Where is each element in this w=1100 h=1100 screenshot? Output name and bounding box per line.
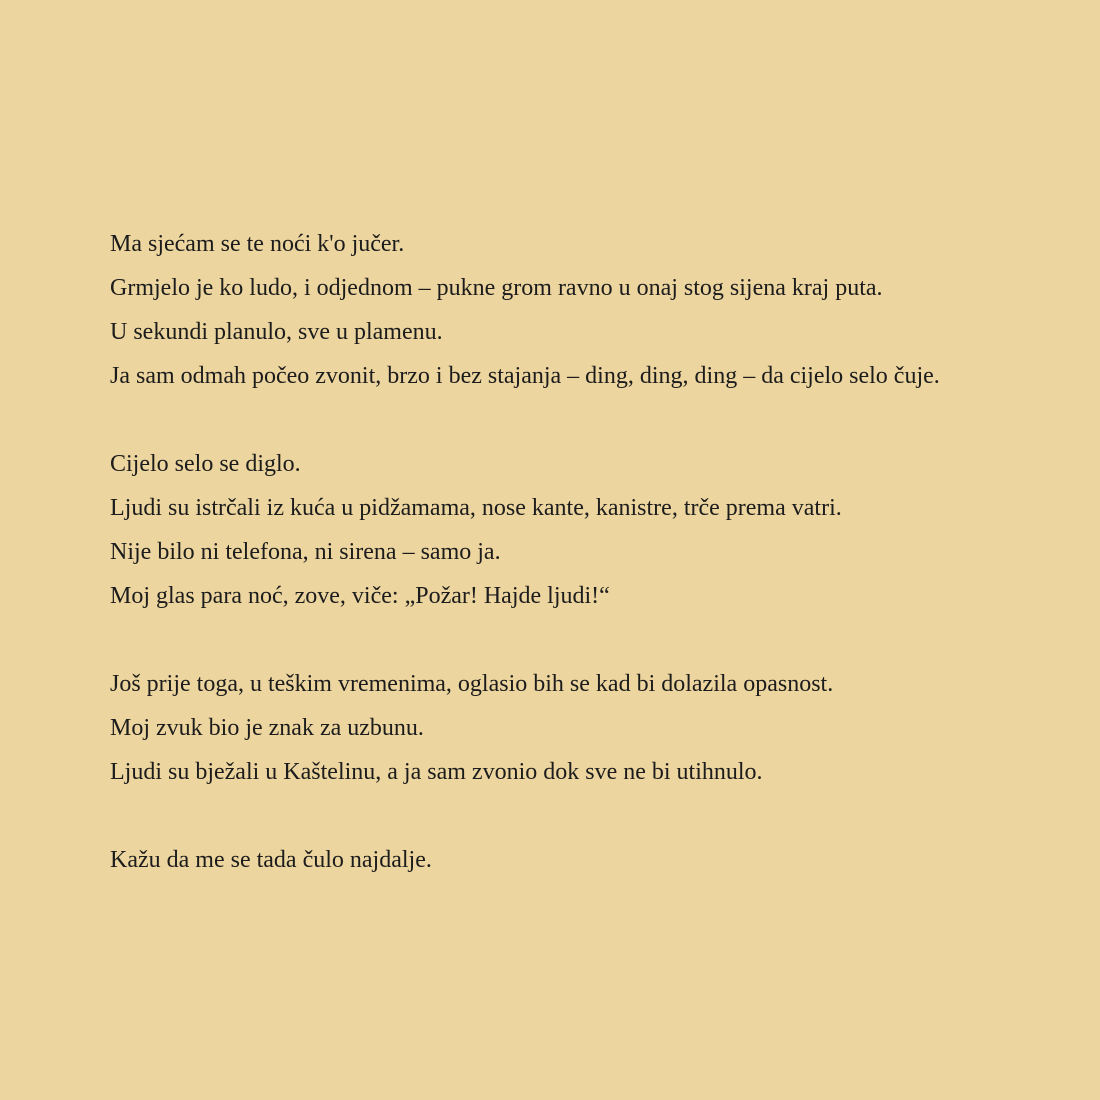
paragraph-line: Nije bilo ni telefona, ni sirena – samo ja.	[110, 539, 501, 565]
paragraph-line: Moj zvuk bio je znak za uzbunu.	[110, 715, 424, 741]
paragraph-line: Cijelo selo se diglo.	[110, 451, 301, 477]
paragraph-line: Kažu da me se tada čulo najdalje.	[110, 847, 432, 873]
paragraph-line: Grmjelo je ko ludo, i odjednom – pukne grom ravno u onaj stog sijena kraj puta.	[110, 275, 883, 301]
paragraph-line: Ma sjećam se te noći k'o jučer.	[110, 231, 405, 257]
paragraph-line: Ljudi su istrčali iz kuća u pidžamama, nose kante, kanistre, trče prema vatri.	[110, 495, 842, 521]
paragraph-line: Još prije toga, u teškim vremenima, oglasio bih se kad bi dolazila opasnost.	[110, 671, 834, 697]
paragraph-2	[110, 442, 1000, 618]
paragraph-line: Moj glas para noć, zove, viče: „Požar! Hajde ljudi!“	[110, 583, 610, 609]
paragraph-line: Ljudi su bježali u Kaštelinu, a ja sam zvonio dok sve ne bi utihnulo.	[110, 759, 763, 785]
paragraph-4	[110, 838, 1000, 882]
story-text	[110, 222, 1000, 882]
paragraph-3	[110, 662, 1000, 794]
paragraph-1	[110, 222, 1000, 398]
paragraph-line: U sekundi planulo, sve u plamenu.	[110, 319, 443, 345]
paragraph-line: Ja sam odmah počeo zvonit, brzo i bez stajanja – ding, ding, ding – da cijelo selo čuje.	[110, 363, 940, 389]
